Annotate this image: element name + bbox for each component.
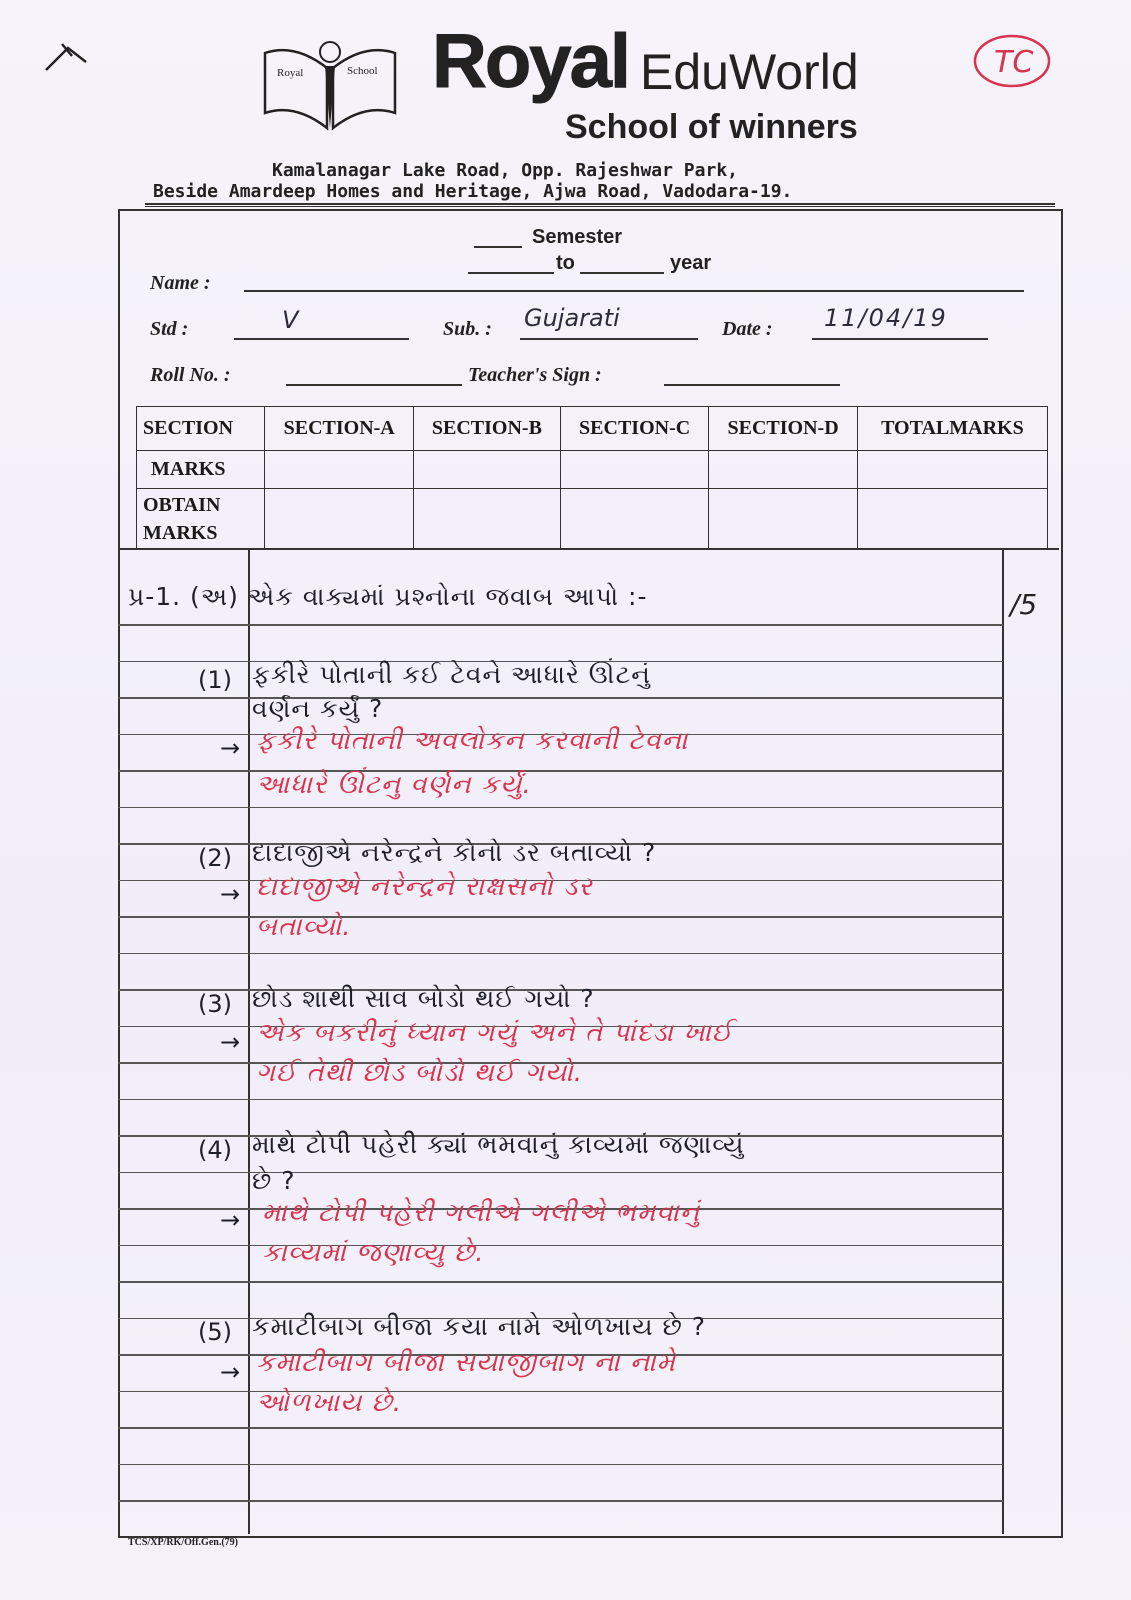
sheet-top-line — [118, 548, 1059, 550]
obtain-cell — [709, 489, 857, 549]
sub-value: Gujarati — [524, 304, 620, 332]
marks-row-label: MARKS — [137, 451, 265, 489]
year-to-blank — [580, 272, 664, 274]
teacher-sign-label: Teacher's Sign : — [468, 364, 602, 386]
ruled-line — [118, 807, 1003, 809]
address-line-2: Beside Amardeep Homes and Heritage, Ajwa Road, Vadodara-19. — [153, 181, 793, 202]
question-text: કમાટીબાગ બીજા કયા નામે ઓળખાય છે ? — [252, 1312, 707, 1341]
ruled-line — [118, 1500, 1003, 1502]
question-number: (3) — [198, 990, 232, 1018]
marks-header-b: SECTION-B — [413, 407, 560, 451]
answer-text-cont: ગઈ તેથી છોડ બોડો થઈ ગયો. — [256, 1058, 584, 1088]
answer-text-cont: આધારે ઊંટનુ વર્ણન કર્યું. — [256, 770, 532, 800]
marks-header-section: SECTION — [137, 407, 265, 451]
roll-label: Roll No. : — [150, 364, 231, 386]
std-value: V — [282, 306, 299, 334]
semester-blank — [474, 246, 522, 248]
ruled-line — [118, 1099, 1003, 1101]
semester-label: Semester — [532, 226, 623, 248]
marks-header-c: SECTION-C — [560, 407, 708, 451]
obtain-cell — [857, 489, 1047, 549]
answer-arrow: → — [220, 734, 241, 762]
form-footer-code: TCS/XP/RK/Off.Gen.(79) — [128, 1537, 238, 1548]
date-label: Date : — [722, 318, 773, 340]
obtain-label-2: MARKS — [143, 521, 218, 544]
answer-text-cont: બતાવ્યો. — [256, 912, 352, 942]
question-number: (5) — [198, 1318, 232, 1346]
teacher-sign-line — [664, 384, 840, 386]
ruled-line — [118, 953, 1003, 955]
to-label: to — [556, 252, 575, 274]
address-line-1: Kamalanagar Lake Road, Opp. Rajeshwar Park, — [272, 160, 738, 181]
roll-line — [286, 384, 462, 386]
brand-name: Royal — [432, 19, 629, 104]
answer-text: દાદાજીએ નરેન્દ્રને રાક્ષસનો ડર — [256, 872, 593, 902]
marks-cell — [857, 451, 1047, 489]
answer-text: એક બકરીનું ધ્યાન ગયું અને તે પાંદડા ખાઈ — [256, 1018, 733, 1048]
header-rule — [145, 203, 1055, 205]
score-mark: /5 — [1010, 588, 1038, 621]
date-line — [812, 338, 988, 340]
marks-table — [136, 406, 1048, 549]
ruled-line — [118, 1391, 1003, 1393]
obtain-cell — [413, 489, 560, 549]
tc-circled-mark — [972, 32, 1052, 90]
marks-cell — [265, 451, 413, 489]
marks-column-line — [1002, 548, 1004, 1534]
answer-arrow: → — [220, 1206, 241, 1234]
marks-header-total: TOTALMARKS — [857, 407, 1047, 451]
school-logo-icon — [255, 38, 405, 133]
answer-text: માથે ટોપી પહેરી ગલીએ ગલીએ ભમવાનું — [262, 1198, 701, 1228]
question-text: દાદાજીએ નરેન્દ્રને કોનો ડર બતાવ્યો ? — [252, 838, 657, 867]
answer-arrow: → — [220, 1358, 241, 1386]
sub-label: Sub. : — [443, 318, 492, 340]
year-from-blank — [468, 272, 554, 274]
brand-subname: EduWorld — [640, 44, 859, 100]
name-label: Name : — [150, 272, 211, 294]
logo-text-right: School — [347, 65, 378, 77]
obtain-cell — [560, 489, 708, 549]
answer-arrow: → — [220, 880, 241, 908]
header-rule-thin — [145, 206, 1055, 207]
marks-cell — [709, 451, 857, 489]
obtain-cell — [265, 489, 413, 549]
question-number: (2) — [198, 844, 232, 872]
sub-line — [520, 338, 698, 340]
marks-header-d: SECTION-D — [709, 407, 857, 451]
corner-x-mark — [42, 40, 90, 80]
answer-text: કમાટીબાગ બીજા સયાજીબાગ ના નામે — [256, 1348, 677, 1378]
tc-text: TC — [994, 45, 1034, 80]
question-text: માથે ટોપી પહેરી ક્યાં ભમવાનું કાવ્યમાં જણાવ્યું — [252, 1130, 745, 1159]
ruled-line — [118, 624, 1003, 626]
ruled-line — [118, 1245, 1003, 1247]
ruled-line — [118, 916, 1003, 918]
question-text: છોડ શાથી સાવ બોડો થઈ ગયો ? — [252, 984, 595, 1013]
brand-tagline: School of winners — [565, 108, 858, 146]
ruled-line — [118, 770, 1003, 772]
ruled-line — [118, 1464, 1003, 1466]
question-text: ફકીરે પોતાની કઈ ટેવને આધારે ઊંટનું — [252, 660, 651, 689]
answer-text-cont: કાવ્યમાં જણાવ્યુ છે. — [262, 1238, 485, 1268]
ruled-line — [118, 697, 1003, 699]
question-text-cont: છે ? — [252, 1166, 296, 1195]
name-line — [244, 290, 1024, 292]
ruled-line — [118, 1281, 1003, 1283]
marks-header-a: SECTION-A — [265, 407, 413, 451]
ruled-line — [118, 1427, 1003, 1429]
question-number: (4) — [198, 1136, 232, 1164]
marks-cell — [413, 451, 560, 489]
std-line — [234, 338, 409, 340]
answer-text: ફકીરે પોતાની અવલોકન કરવાની ટેવના — [256, 726, 689, 756]
answer-arrow: → — [220, 1028, 241, 1056]
section-heading: પ્ર-1. (અ) એક વાક્યમાં પ્રશ્નોના જવાબ આપો :- — [128, 582, 648, 611]
ruled-line — [118, 1172, 1003, 1174]
year-label: year — [670, 252, 712, 274]
std-label: Std : — [150, 318, 189, 340]
answer-text-cont: ઓળખાય છે. — [256, 1388, 403, 1418]
obtain-label-1: OBTAIN — [143, 493, 221, 516]
logo-text-left: Royal — [277, 67, 304, 79]
margin-line — [248, 548, 250, 1534]
date-value: 11/04/19 — [824, 304, 948, 332]
question-number: (1) — [198, 666, 232, 694]
obtain-marks-label — [137, 489, 265, 549]
question-text-cont: વર્ણન કર્યું ? — [252, 694, 384, 723]
marks-cell — [560, 451, 708, 489]
